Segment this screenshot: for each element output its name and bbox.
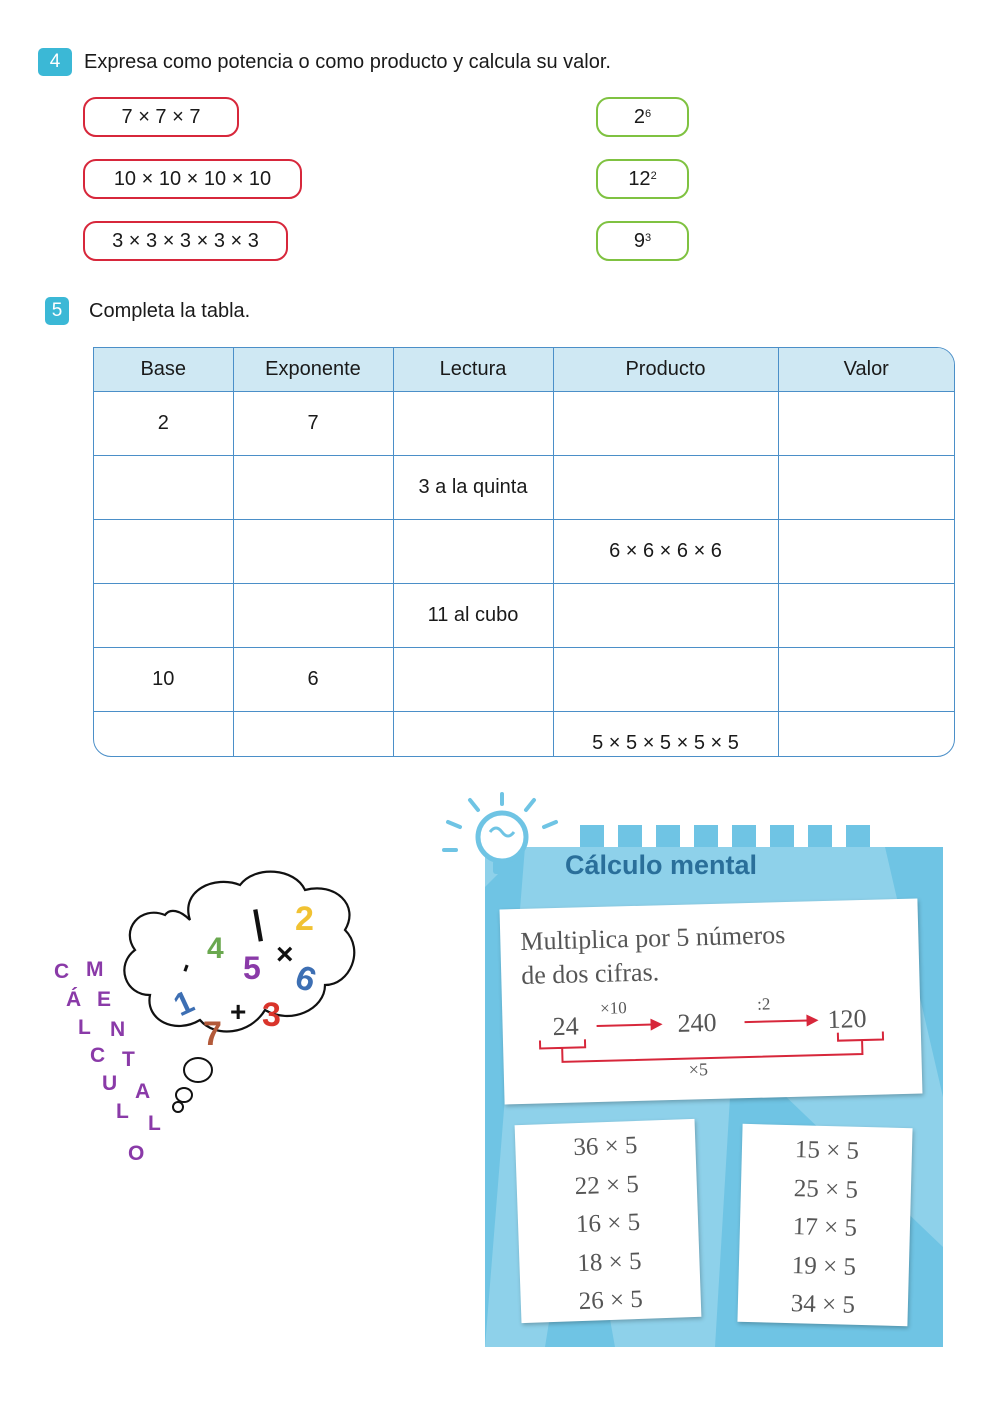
cloud-symbol: 2 xyxy=(295,900,314,938)
word-calculo-letter: Á xyxy=(66,988,82,1011)
cell-base[interactable] xyxy=(94,712,233,758)
cell-valor[interactable] xyxy=(778,648,954,712)
word-calculo-letter: O xyxy=(128,1142,145,1165)
cell-base[interactable] xyxy=(94,584,233,648)
cell-exponente[interactable] xyxy=(233,584,393,648)
calculo-mental-artwork xyxy=(40,860,370,1180)
cell-lectura[interactable] xyxy=(393,392,553,456)
product-text: 3 × 3 × 3 × 3 × 3 xyxy=(112,229,259,252)
exercise-4-number: 4 xyxy=(38,48,72,76)
power-box-3[interactable] xyxy=(596,221,689,261)
list-item: 18 × 5 xyxy=(576,1247,642,1277)
list-item: 22 × 5 xyxy=(574,1170,640,1200)
word-mental-letter: T xyxy=(122,1048,135,1071)
header-valor: Valor xyxy=(778,348,954,392)
cloud-symbol: × xyxy=(276,938,294,971)
cell-exponente: 7 xyxy=(233,392,393,456)
cell-exponente[interactable] xyxy=(233,520,393,584)
list-item: 26 × 5 xyxy=(578,1285,644,1316)
product-text: 7 × 7 × 7 xyxy=(121,105,201,128)
bracket-connector xyxy=(538,1027,899,1076)
calculo-mental-panel xyxy=(440,792,975,1360)
exercise-card-right xyxy=(737,1124,912,1326)
cell-producto[interactable] xyxy=(553,648,778,712)
cloud-symbol: + xyxy=(230,996,247,1027)
table-header-row xyxy=(94,348,954,392)
header-exponente: Exponente xyxy=(233,348,393,392)
instruction-card xyxy=(500,899,923,1105)
cell-valor[interactable] xyxy=(778,584,954,648)
table-row xyxy=(94,520,954,584)
cell-producto[interactable] xyxy=(553,392,778,456)
cell-exponente: 6 xyxy=(233,648,393,712)
power-box-1[interactable] xyxy=(596,97,689,137)
arrow-right-icon xyxy=(742,1013,822,1029)
example-start: 24 xyxy=(552,1011,579,1042)
list-item: 16 × 5 xyxy=(575,1208,641,1239)
cell-valor[interactable] xyxy=(778,392,954,456)
header-producto: Producto xyxy=(553,348,778,392)
cell-producto: 6 × 6 × 6 × 6 xyxy=(553,520,778,584)
lightbulb-icon xyxy=(440,792,570,902)
table-row xyxy=(94,648,954,712)
calculo-mental-title: Cálculo mental xyxy=(565,850,758,880)
word-calculo-letter: L xyxy=(116,1100,129,1123)
cell-lectura: 3 a la quinta xyxy=(393,456,553,520)
header-base: Base xyxy=(94,348,233,392)
list-item: 17 × 5 xyxy=(792,1213,858,1242)
cloud-symbol: 6 xyxy=(290,957,322,1001)
power-base: 2 xyxy=(633,105,645,128)
word-calculo-letter: C xyxy=(90,1044,106,1067)
example-mid: 240 xyxy=(677,1007,717,1038)
cloud-symbol: | xyxy=(249,903,266,943)
word-mental-letter: A xyxy=(135,1080,151,1103)
list-item: 25 × 5 xyxy=(793,1174,859,1204)
cloud-symbol: 4 xyxy=(207,932,224,965)
word-mental-letter: M xyxy=(86,958,104,981)
product-box-1[interactable] xyxy=(83,97,239,137)
word-mental-letter: E xyxy=(97,988,112,1011)
power-exponent: 2 xyxy=(650,170,657,182)
list-item: 19 × 5 xyxy=(791,1251,857,1281)
exercise-5-number: 5 xyxy=(45,297,69,325)
word-mental-letter: L xyxy=(148,1112,161,1135)
cell-valor[interactable] xyxy=(778,520,954,584)
cell-base[interactable] xyxy=(94,520,233,584)
word-calculo-letter: C xyxy=(54,960,70,983)
list-item: 34 × 5 xyxy=(790,1290,856,1319)
cell-exponente[interactable] xyxy=(233,712,393,758)
cell-valor[interactable] xyxy=(778,456,954,520)
cell-lectura[interactable] xyxy=(393,648,553,712)
arrow-right-icon xyxy=(594,1017,664,1033)
powers-table xyxy=(93,347,955,757)
cloud-symbol: 5 xyxy=(243,950,261,986)
table-row xyxy=(94,584,954,648)
cloud-symbol: 1 xyxy=(168,982,200,1024)
instruction-text: de dos cifras. xyxy=(520,957,660,990)
power-exponent: 6 xyxy=(645,108,652,120)
cell-lectura[interactable] xyxy=(393,520,553,584)
cell-lectura[interactable] xyxy=(393,712,553,758)
cell-lectura: 11 al cubo xyxy=(393,584,553,648)
cell-base[interactable] xyxy=(94,456,233,520)
power-box-2[interactable] xyxy=(596,159,689,199)
cell-producto[interactable] xyxy=(553,456,778,520)
cell-valor[interactable] xyxy=(778,712,954,758)
header-lectura: Lectura xyxy=(393,348,553,392)
exercise-4-title: Expresa como potencia o como producto y calcula su valor. xyxy=(84,51,611,73)
product-box-3[interactable] xyxy=(83,221,288,261)
power-base: 9 xyxy=(633,229,645,252)
exercise-card-left xyxy=(515,1119,702,1323)
word-mental-letter: N xyxy=(110,1018,126,1041)
example-total-op: ×5 xyxy=(688,1059,709,1080)
product-text: 10 × 10 × 10 × 10 xyxy=(113,167,272,190)
word-calculo-letter: L xyxy=(78,1016,91,1039)
power-exponent: 3 xyxy=(645,232,652,244)
table-row xyxy=(94,392,954,456)
cell-producto[interactable] xyxy=(553,584,778,648)
cloud-symbol: 3 xyxy=(262,996,281,1034)
example-op1: ×10 xyxy=(599,998,627,1018)
product-box-2[interactable] xyxy=(83,159,302,199)
table-row xyxy=(94,712,954,758)
word-calculo-letter: U xyxy=(102,1072,118,1095)
cell-producto: 5 × 5 × 5 × 5 × 5 xyxy=(553,712,778,758)
table-row xyxy=(94,456,954,520)
example-end: 120 xyxy=(827,1003,867,1034)
cloud-symbol: 7 xyxy=(203,1015,222,1053)
list-item: 15 × 5 xyxy=(794,1136,860,1165)
cell-exponente[interactable] xyxy=(233,456,393,520)
instruction-text: Multiplica por 5 números xyxy=(519,920,786,956)
cell-base: 10 xyxy=(94,648,233,712)
power-base: 12 xyxy=(628,167,651,190)
cloud-symbol: - xyxy=(168,958,200,977)
cell-base: 2 xyxy=(94,392,233,456)
example-op2: :2 xyxy=(756,994,771,1014)
list-item: 36 × 5 xyxy=(572,1131,638,1162)
exercise-5-title: Completa la tabla. xyxy=(89,300,251,322)
